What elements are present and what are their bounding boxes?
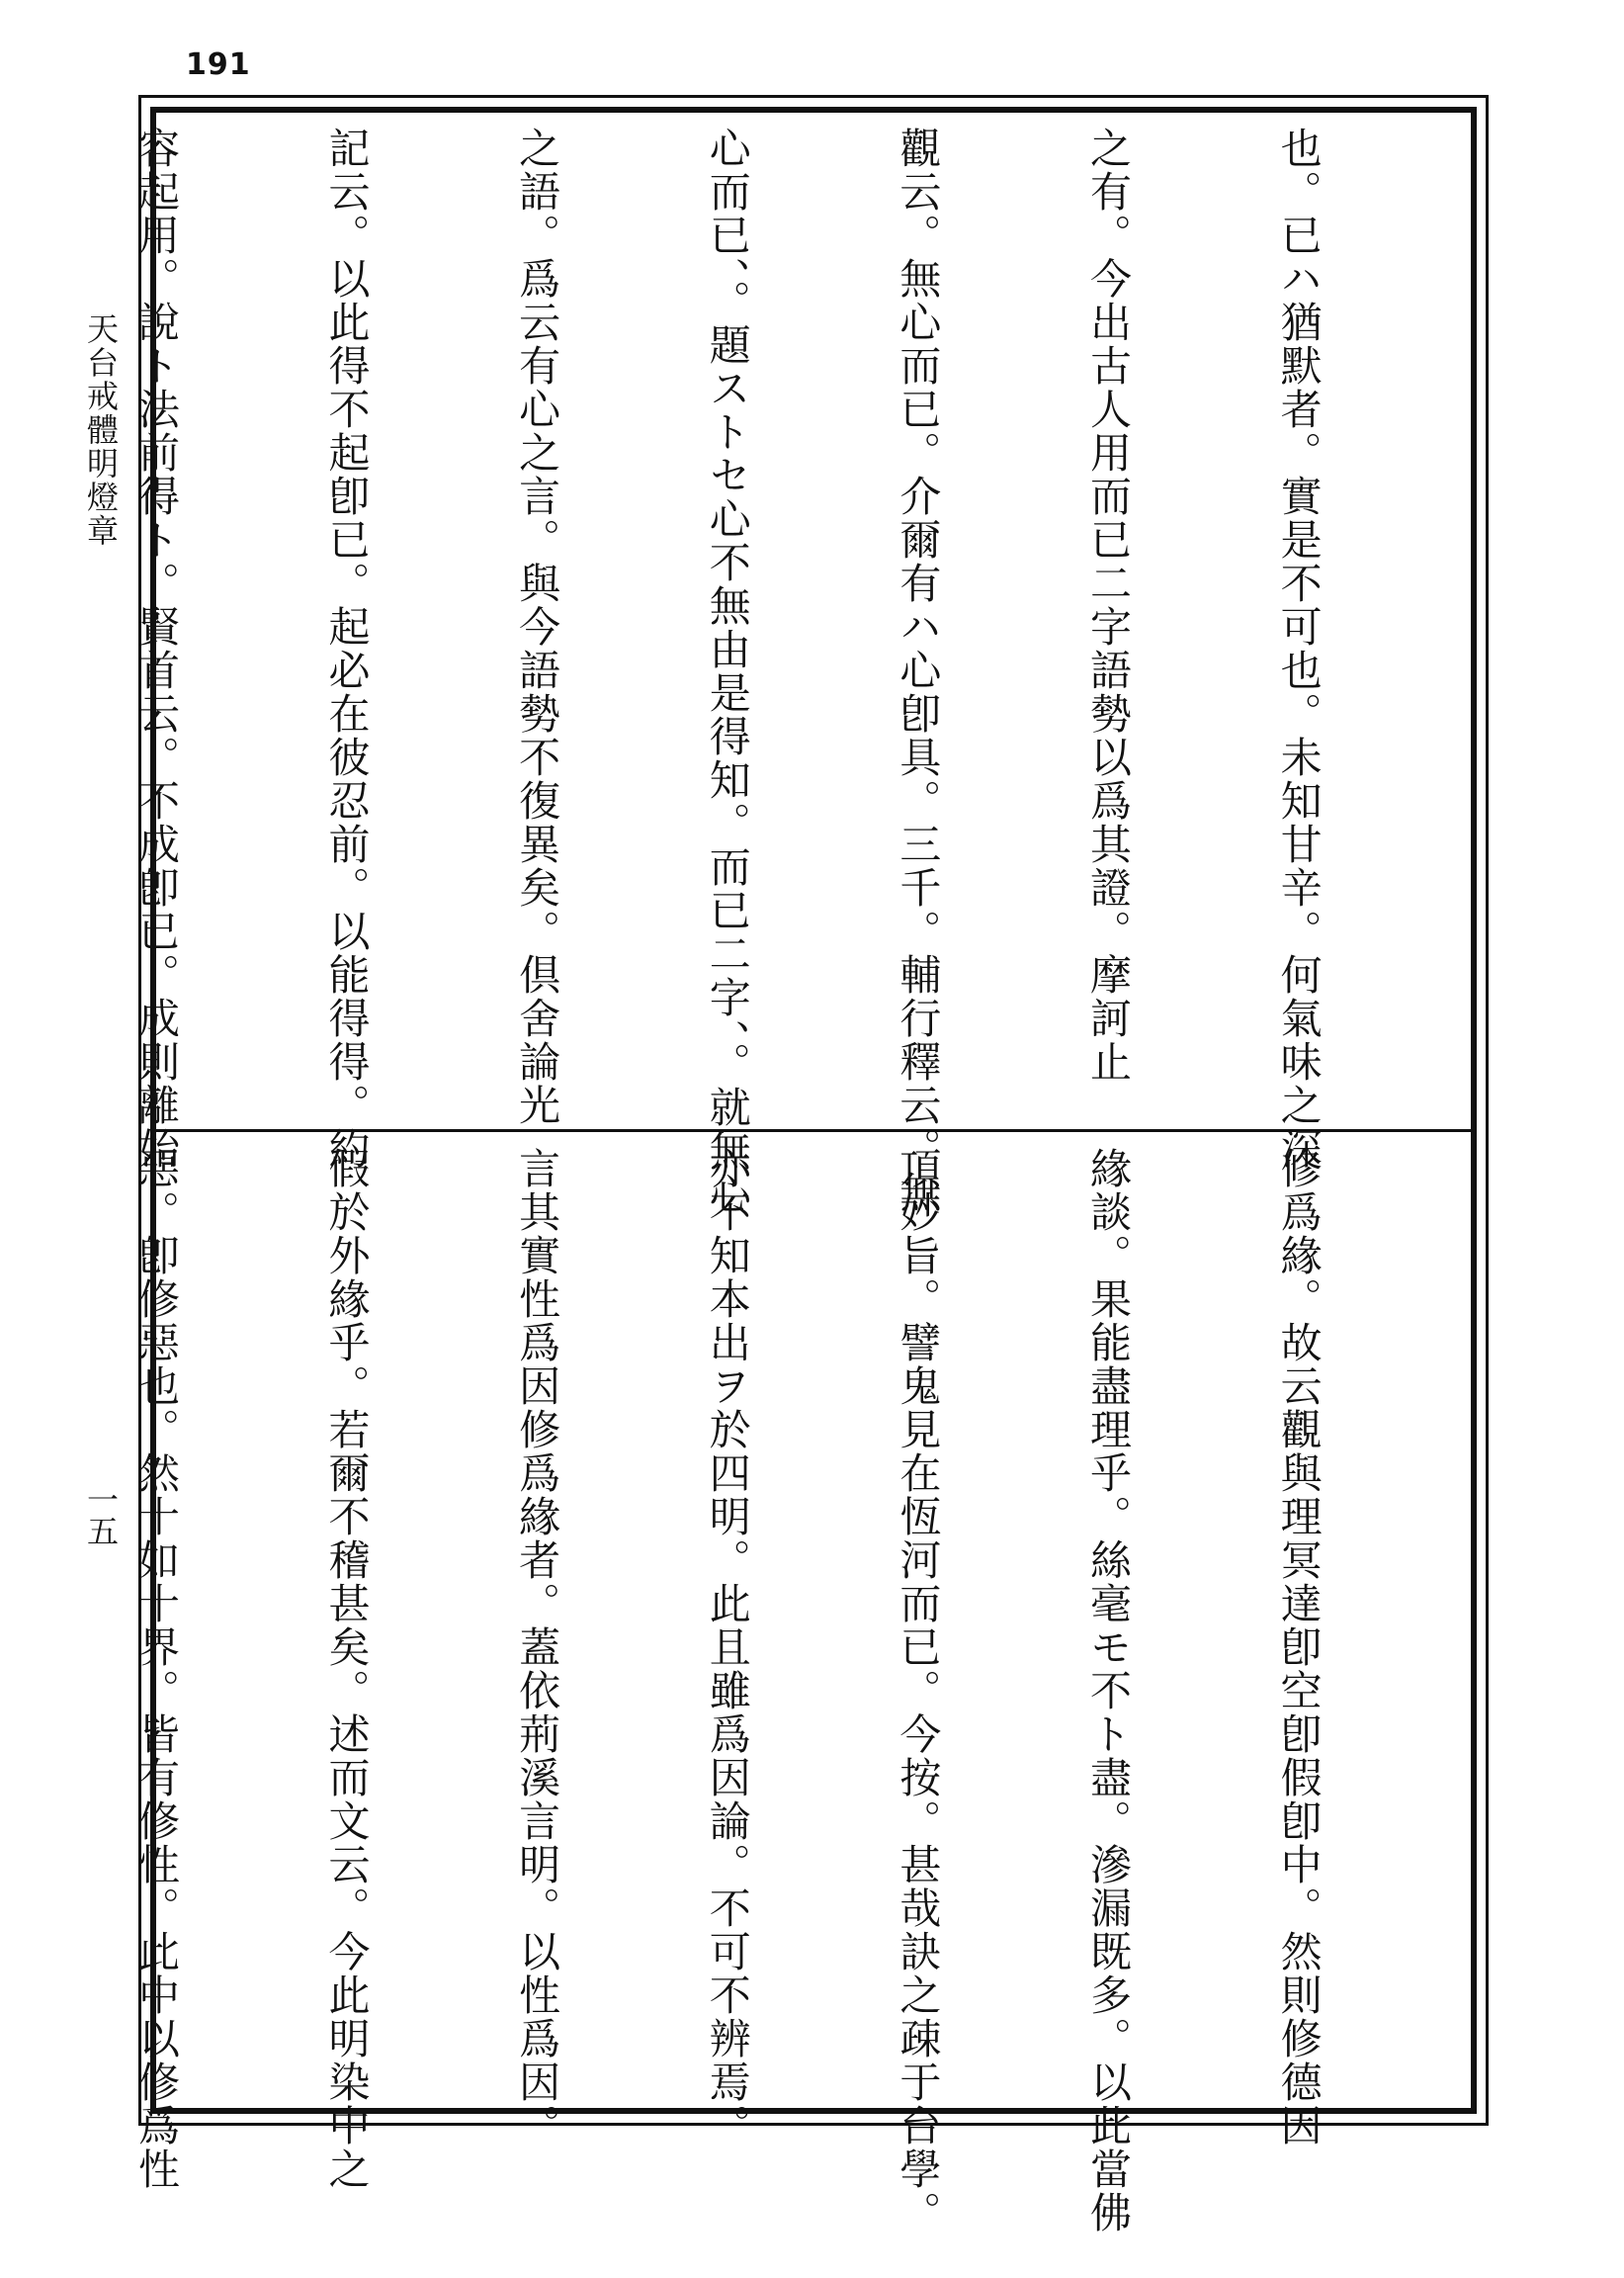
text-column: 亦不知本出ヲ於四明。此且雖爲因論。不可不辨焉。 bbox=[703, 1147, 752, 2147]
lower-text-block bbox=[131, 1147, 1457, 2234]
folio-number: 一五 bbox=[82, 1483, 120, 1546]
text-column: 記云。以此得不起卽已。起必在彼忍前。以能得得。約 bbox=[322, 127, 372, 1171]
text-column: 緣談。果能盡理乎。絲毫モ不ト盡。滲漏既多。以此當佛 bbox=[1083, 1147, 1133, 2234]
running-title: 天台戒體明燈章 bbox=[82, 312, 120, 548]
page-number: 191 bbox=[186, 47, 251, 82]
text-column: 之語。爲云有心之言。與今語勢不復異矣。倶舍論光 bbox=[513, 127, 562, 1127]
text-column: 之有。今出古人用而已二字語勢以爲其證。摩訶止 bbox=[1083, 127, 1133, 1084]
text-column: 也。已ハ猶默者。實是不可也。未知甘辛。何氣味之深 bbox=[1274, 127, 1324, 1171]
text-column: 容起用。說ト法前得ト。賢首云。不成卽已。成則離始 bbox=[131, 127, 181, 1171]
upper-text-block bbox=[131, 127, 1457, 1216]
text-column: 觀云。無心而已。介爾有ハ心卽具。三千。輔行釋云。無 bbox=[894, 127, 943, 1214]
text-column: 惡。卽修惡也。然十如十界。皆有修性。此中以修爲性 bbox=[131, 1147, 181, 2191]
text-column: 假於外緣乎。若爾不稽甚矣。述而文云。今此明染中之 bbox=[322, 1147, 372, 2191]
text-column: 修爲緣。故云觀與理冥達卽空卽假卽中。然則修德因 bbox=[1274, 1147, 1324, 2147]
text-column: 頂妙旨。譬鬼見在恆河而已。今按。甚哉訣之疎于台學。 bbox=[894, 1147, 943, 2234]
text-column: 心而已、。題ストセ心不無由是得知。而已二字、。就無心 bbox=[703, 127, 752, 1216]
text-column: 言其實性爲因修爲緣者。蓋依荊溪言明。以性爲因。 bbox=[513, 1147, 562, 2147]
